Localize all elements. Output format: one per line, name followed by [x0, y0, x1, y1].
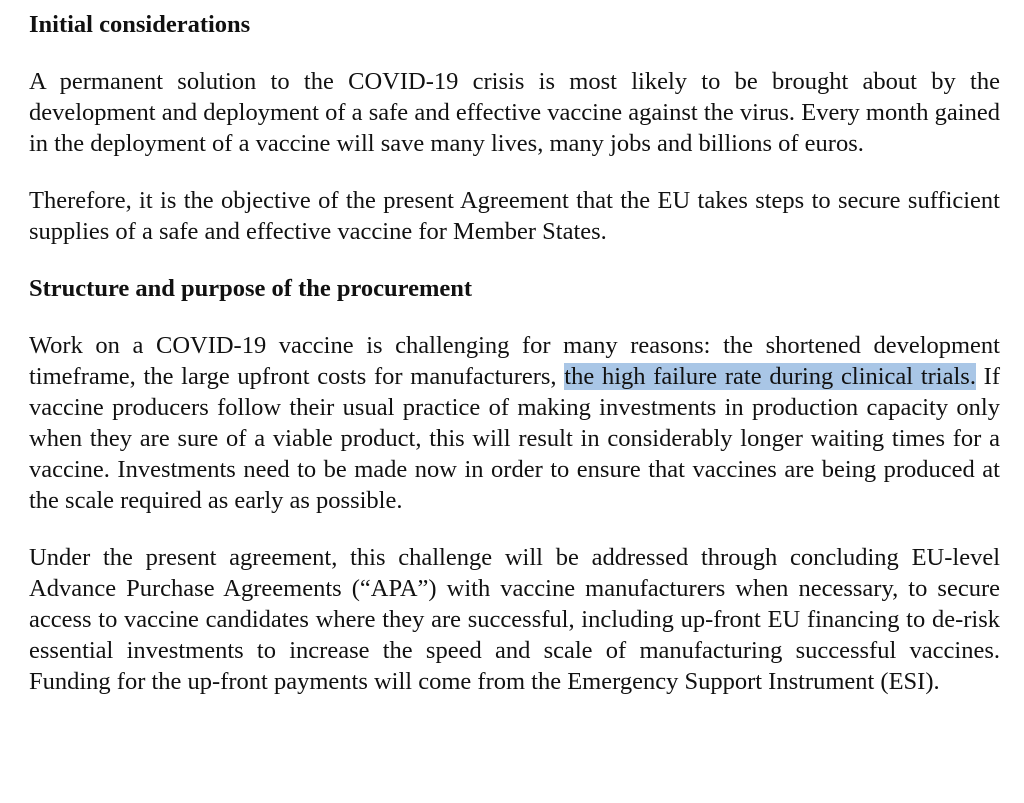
spacer [29, 516, 1000, 542]
spacer [29, 304, 1000, 330]
document-page [29, 0, 1000, 697]
paragraph-objective[interactable]: Therefore, it is the objective of the present Agreement that the EU takes steps to secure sufficient supplies of a safe and effective vaccine for Member States. [29, 187, 1000, 245]
section-heading-initial-considerations: Initial considerations [29, 11, 251, 38]
paragraph-apa-agreement[interactable]: Under the present agreement, this challenge will be addressed through concluding EU-level Advance Purchase Agreements (“APA”) with vaccine manufacturers when necessary, to secure access to vaccine candidates where they are successful, including up-front EU financing to de-risk essential investments to increase the speed and scale of manufacturing successful vaccines. Funding for the up-front payments will come from the Emergency Support Instrument (ESI). [29, 544, 1000, 695]
spacer [29, 40, 1000, 66]
paragraph-permanent-solution[interactable]: A permanent solution to the COVID-19 crisis is most likely to be brought about by the development and deployment of a safe and effective vaccine against the virus. Every month gained in the deployment of a vaccine will save many lives, many jobs and billions of euros. [29, 68, 1000, 157]
paragraph-challenges-part2: If vaccine producers follow their usual practice of making investments in production capacity only when they are sure of a viable product, this will result in considerably longer waiting times for a vaccine. Investments need to be made now in order to ensure that vaccines are being produced at the scale required as early as possible. [29, 363, 1000, 514]
spacer [29, 159, 1000, 185]
highlighted-text-selection[interactable]: the high failure rate during clinical trials. [564, 363, 976, 390]
section-heading-structure-purpose: Structure and purpose of the procurement [29, 275, 473, 302]
paragraph-challenges-part1: Work on a COVID-19 vaccine is challenging for many reasons: the shortened development timeframe, the large upfront costs for manufacturers, [29, 332, 1000, 390]
spacer [29, 247, 1000, 273]
paragraph-challenges[interactable] [29, 330, 1000, 516]
